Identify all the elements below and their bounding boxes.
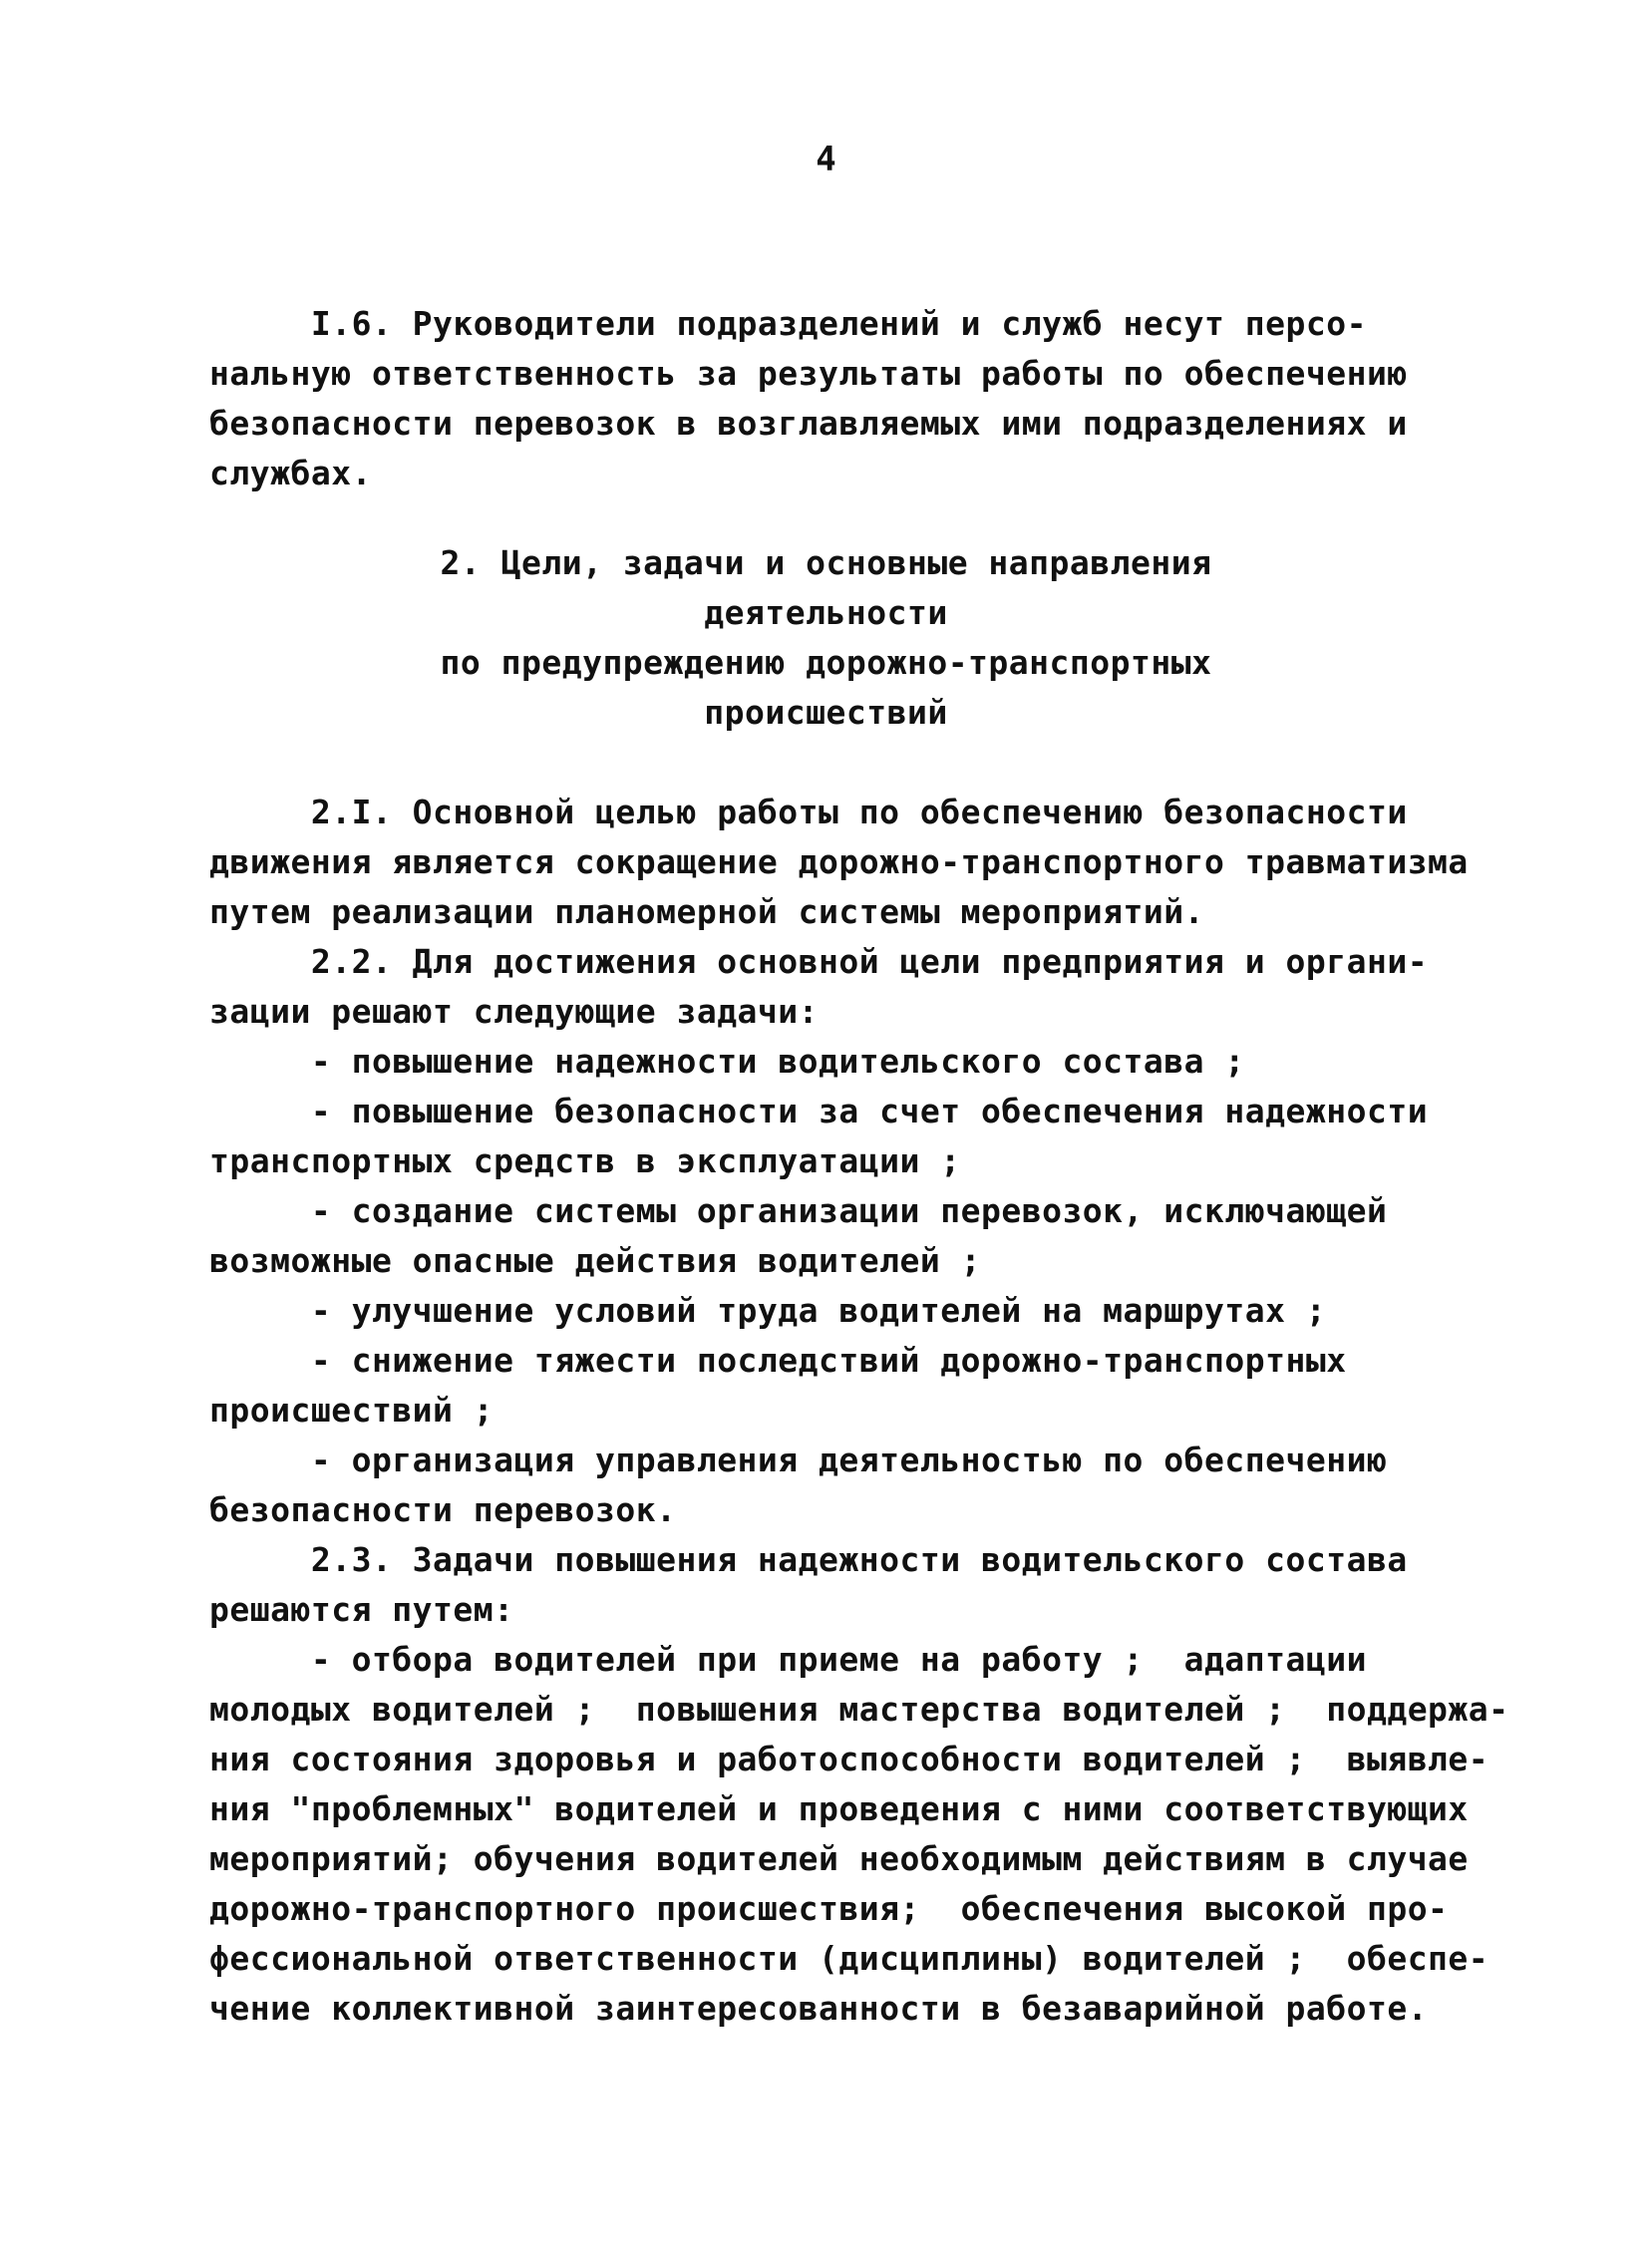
page-number: 4 — [816, 140, 836, 179]
section-heading — [0, 538, 1652, 738]
paragraph-line: 2.2. Для достижения основной цели предприятия и органи- — [209, 942, 1429, 981]
paragraph-line: службах. — [209, 454, 372, 492]
list-item: - повышение надежности водительского состава ; — [209, 1042, 1245, 1081]
heading-line: по предупреждению дорожно-транспортных — [440, 643, 1212, 682]
list-item: - организация управления деятельностью по обеспечению — [209, 1441, 1388, 1479]
paragraph-line: ния состояния здоровья и работоспособности водителей ; выявле- — [209, 1740, 1489, 1778]
list-item: - снижение тяжести последствий дорожно-транспортных — [209, 1341, 1347, 1380]
heading-line: 2. Цели, задачи и основные направления — [440, 543, 1212, 582]
list-item: - улучшение условий труда водителей на маршрутах ; — [209, 1291, 1327, 1330]
heading-line: происшествий — [704, 693, 948, 732]
paragraph-line: транспортных средств в эксплуатации ; — [209, 1141, 961, 1180]
paragraph-line: безопасности перевозок. — [209, 1490, 677, 1529]
heading-line: деятельности — [704, 593, 948, 632]
paragraph-line: нальную ответственность за результаты работы по обеспечению — [209, 354, 1408, 393]
paragraph-line: ния "проблемных" водителей и проведения с ними соответствующих — [209, 1789, 1469, 1828]
section-1-6 — [209, 299, 1476, 498]
list-item: - повышение безопасности за счет обеспечения надежности — [209, 1092, 1429, 1130]
paragraph-line: дорожно-транспортного происшествия; обеспечения высокой про- — [209, 1889, 1449, 1928]
paragraph-line: зации решают следующие задачи: — [209, 992, 820, 1031]
paragraph-line: чение коллективной заинтересованности в безаварийной работе. — [209, 1989, 1429, 2028]
paragraph-line: безопасности перевозок в возглавляемых ими подразделениях и — [209, 404, 1408, 443]
paragraph-line: мероприятий; обучения водителей необходимым действиям в случае — [209, 1839, 1469, 1878]
paragraph-line: 2.I. Основной целью работы по обеспечению безопасности — [209, 793, 1408, 831]
paragraph-line: I.6. Руководители подразделений и служб несут персо- — [209, 304, 1367, 343]
paragraph-line: 2.3. Задачи повышения надежности водительского состава — [209, 1540, 1408, 1579]
paragraph-line: движения является сокращение дорожно-транспортного травматизма — [209, 842, 1469, 881]
section-2 — [209, 788, 1509, 2034]
paragraph-line: молодых водителей ; повышения мастерства водителей ; поддержа- — [209, 1690, 1509, 1729]
list-item: - отбора водителей при приеме на работу ; адаптации — [209, 1640, 1367, 1679]
paragraph-line: путем реализации планомерной системы мероприятий. — [209, 892, 1205, 931]
list-item: - создание системы организации перевозок, исключающей — [209, 1191, 1388, 1230]
paragraph-line: фессиональной ответственности (дисциплины) водителей ; обеспе- — [209, 1939, 1489, 1978]
paragraph-line: возможные опасные действия водителей ; — [209, 1241, 981, 1280]
paragraph-line: решаются путем: — [209, 1590, 514, 1629]
paragraph-line: происшествий ; — [209, 1391, 495, 1430]
